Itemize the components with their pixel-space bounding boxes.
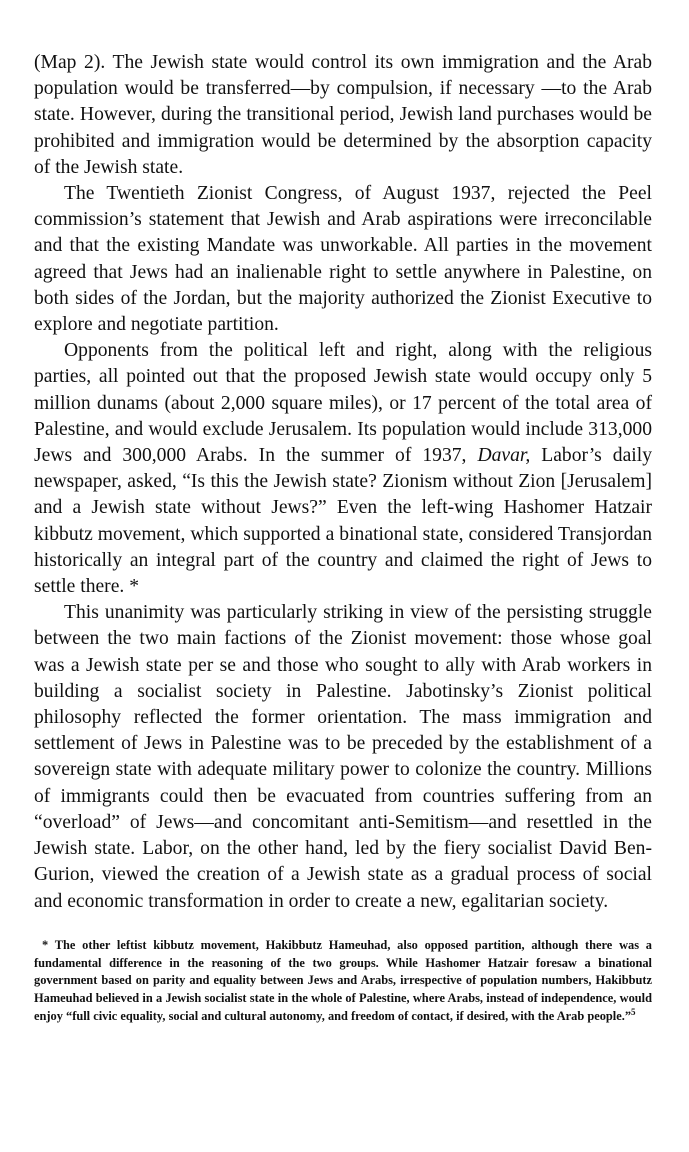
footnote <box>34 937 652 1026</box>
main-text <box>34 50 652 915</box>
paragraph-3-start: Opponents from the political left and right, along with the religious parties, all pointed out that the proposed Jewish state would occupy only 5 million dunams (about 2,000 square miles), or 17 percent of the total area of Palestine, and would exclude Jerusalem. Its population would include 313,000 Jews and 300,000 Arabs. In the summer of 1937, <box>34 340 652 467</box>
paragraph-3 <box>34 338 652 600</box>
paragraph-2: The Twentieth Zionist Congress, of August 1937, rejected the Peel commission’s statement that Jewish and Arab aspirations were irreconcilable and that the existing Mandate was unworkable. All parties in the movement agreed that Jews had an inalienable right to settle anywhere in Palestine, on both sides of the Jordan, but the majority authorized the Zionist Executive to explore and negotiate partition. <box>34 183 652 336</box>
book-page <box>34 50 652 1026</box>
paragraph-3-end: Labor’s daily newspaper, asked, “Is this the Jewish state? Zionism without Zion [Jerusalem] and a Jewish state without Jews?” Even the left-wing Hashomer Hatzair kibbutz movement, which supported a binational state, considered Transjordan historically an integral part of the country and claimed the right of Jews to settle there. * <box>34 445 652 598</box>
footnote-text <box>34 937 652 1026</box>
footnote-reference: 5 <box>631 1006 636 1017</box>
paragraph-4: This unanimity was particularly striking in view of the persisting struggle between the two main factions of the Zionist movement: those whose goal was a Jewish state per se and those who sought to ally with Arab workers in building a socialist society in Palestine. Jabotinsky’s Zionist political philosophy reflected the former orientation. The mass immigration and settlement of Jews in Palestine was to be preceded by the establishment of a sovereign state with adequate military power to colonize the country. Millions of immigrants could then be evacuated from countries suffering from an “overload” of Jews—and concomitant anti-Semitism—and resettled in the Jewish state. Labor, on the other hand, led by the fiery socialist David Ben-Gurion, viewed the creation of a Jewish state as a gradual process of social and economic transformation in order to create a new, egalitarian society. <box>34 602 652 912</box>
footnote-body: * The other leftist kibbutz movement, Hakibbutz Hameuhad, also opposed partition, although there was a fundamental difference in the reasoning of the two groups. While Hashomer Hatzair foresaw a binational government based on parity and equality between Jews and Arabs, irrespective of population numbers, Hakibbutz Hameuhad believed in a Jewish socialist state in the whole of Palestine, where Arabs, instead of independence, would enjoy “full civic equality, social and cultural autonomy, and freedom of contact, if desired, with the Arab people.” <box>34 937 652 1023</box>
newspaper-title: Davar, <box>477 445 531 467</box>
paragraph-1: (Map 2). The Jewish state would control its own immigration and the Arab population would be transferred—by compulsion, if necessary —to the Arab state. However, during the transitional period, Jewish land purchases would be prohibited and immigration would be determined by the absorption capacity of the Jewish state. <box>34 52 652 178</box>
